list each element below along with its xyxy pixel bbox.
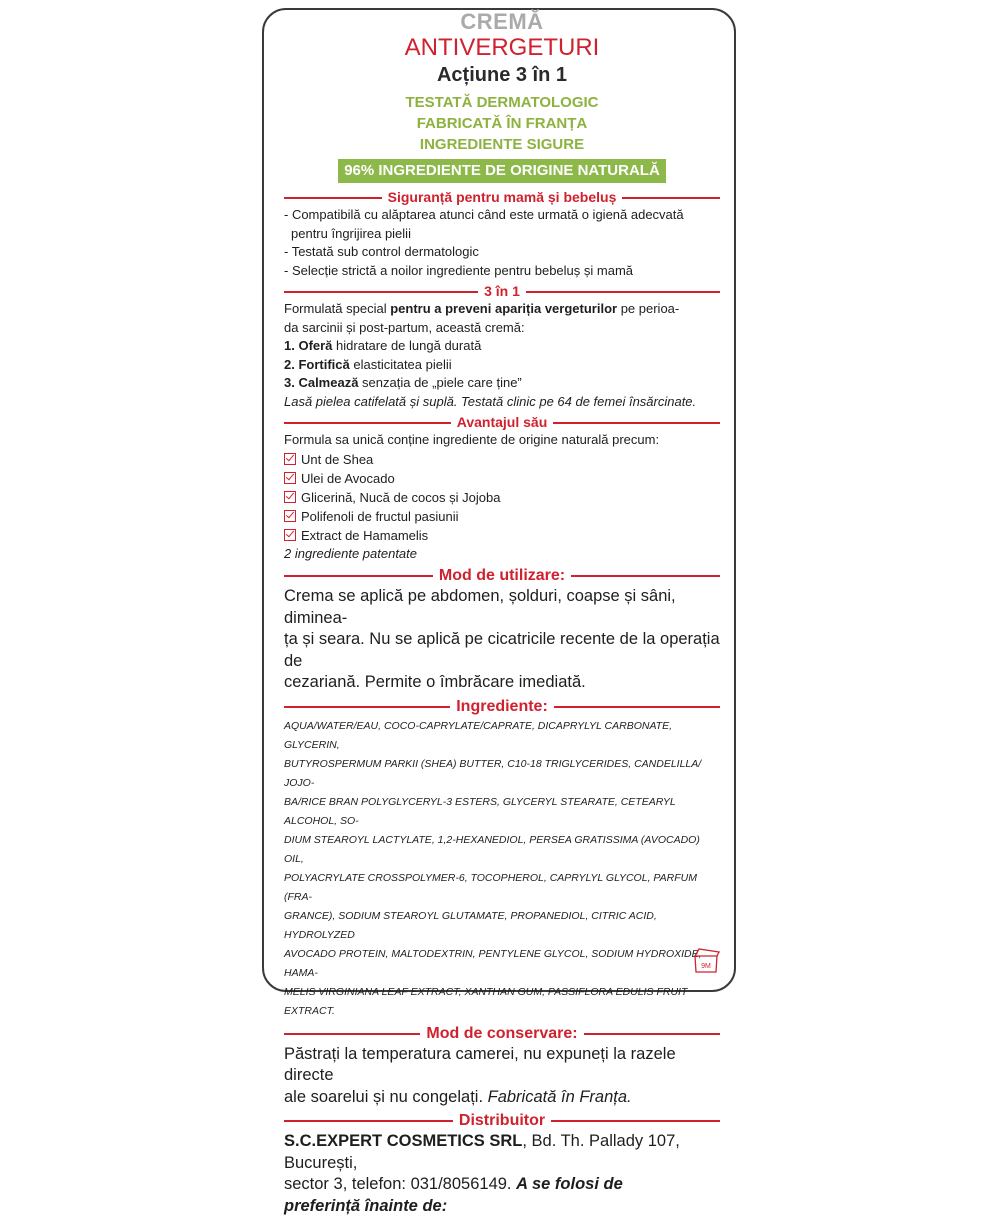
checkbox-icon xyxy=(284,472,296,484)
section-safety-heading: Siguranță pentru mamă și bebeluș xyxy=(284,189,720,206)
section-usage-heading: Mod de utilizare: xyxy=(284,566,720,586)
title-line1: CREMĂ xyxy=(284,10,720,34)
section-3in1-heading: 3 în 1 xyxy=(284,283,720,300)
checkbox-icon xyxy=(284,453,296,465)
storage-line-1: Păstrați la temperatura camerei, nu expuneți la razele directe xyxy=(284,1044,720,1087)
safety-line-1: - Compatibilă cu alăptarea atunci când este urmată o igienă adecvată xyxy=(284,206,720,225)
usage-line-2: ța și seara. Nu se aplică pe cicatricile recente de la operația de xyxy=(284,629,720,672)
ingredients-line: GRANCE), SODIUM STEAROYL GLUTAMATE, PROPANEDIOL, CITRIC ACID, HYDROLYZED xyxy=(284,907,720,945)
patented-note: 2 ingrediente patentate xyxy=(284,545,720,564)
checkbox-icon xyxy=(284,529,296,541)
safety-line-3: - Testată sub control dermatologic xyxy=(284,243,720,262)
pao-label: 9M xyxy=(701,963,711,970)
three-point-3: 3. Calmează senzația de „piele care ține” xyxy=(284,374,720,393)
ingredients-line: MELIS VIRGINIANA LEAF EXTRACT, XANTHAN GUM, PASSIFLORA EDULIS FRUIT EXTRACT. xyxy=(284,983,720,1021)
storage-line-2: ale soarelui și nu congelați. Fabricată în Franța. xyxy=(284,1087,720,1109)
advantage-item: Extract de Hamamelis xyxy=(284,526,720,545)
three-intro-2: da sarcinii și post-partum, această cremă: xyxy=(284,319,720,338)
label-content xyxy=(284,10,720,1217)
advantage-item: Ulei de Avocado xyxy=(284,469,720,488)
distributor-line-1: S.C.EXPERT COSMETICS SRL, Bd. Th. Pallady 107, București, xyxy=(284,1131,720,1174)
checkbox-icon xyxy=(284,491,296,503)
three-point-1: 1. Oferă hidratare de lungă durată xyxy=(284,337,720,356)
advantage-item: Unt de Shea xyxy=(284,450,720,469)
advantage-item: Glicerină, Nucă de cocos și Jojoba xyxy=(284,488,720,507)
ingredients-line: BA/RICE BRAN POLYGLYCERYL-3 ESTERS, GLYCERYL STEARATE, CETEARYL ALCOHOL, SO- xyxy=(284,793,720,831)
three-point-2: 2. Fortifică elasticitatea pielii xyxy=(284,356,720,375)
usage-line-1: Crema se aplică pe abdomen, șolduri, coapse și sâni, diminea- xyxy=(284,586,720,629)
period-after-opening-icon xyxy=(692,946,720,974)
ingredients-line: BUTYROSPERMUM PARKII (SHEA) BUTTER, C10-18 TRIGLYCERIDES, CANDELILLA/ JOJO- xyxy=(284,755,720,793)
advantage-item: Polifenoli de fructul pasiunii xyxy=(284,507,720,526)
claim-dermatologic: TESTATĂ DERMATOLOGIC xyxy=(284,92,720,113)
section-ingredients-heading: Ingrediente: xyxy=(284,697,720,717)
ingredients-line: AQUA/WATER/EAU, COCO-CAPRYLATE/CAPRATE, DICAPRYLYL CARBONATE, GLYCERIN, xyxy=(284,717,720,755)
three-intro: Formulată special pentru a preveni apariția vergeturilor pe perioa- xyxy=(284,300,720,319)
ingredients-line: POLYACRYLATE CROSSPOLYMER-6, TOCOPHEROL, CAPRYLYL GLYCOL, PARFUM (FRA- xyxy=(284,869,720,907)
section-storage-heading: Mod de conservare: xyxy=(284,1024,720,1044)
distributor-line-2: sector 3, telefon: 031/8056149. A se folosi de xyxy=(284,1174,720,1196)
section-advantage-heading: Avantajul său xyxy=(284,414,720,431)
ingredients-line: DIUM STEAROYL LACTYLATE, 1,2-HEXANEDIOL, PERSEA GRATISSIMA (AVOCADO) OIL, xyxy=(284,831,720,869)
claim-safe-ingredients: INGREDIENTE SIGURE xyxy=(284,134,720,155)
title-line2: ANTIVERGETURI xyxy=(284,34,720,62)
distributor-line-3: preferință înainte de: xyxy=(284,1196,720,1217)
natural-origin-badge: 96% INGREDIENTE DE ORIGINE NATURALĂ xyxy=(338,159,666,183)
ingredients-line: AVOCADO PROTEIN, MALTODEXTRIN, PENTYLENE GLYCOL, SODIUM HYDROXIDE, HAMA- xyxy=(284,945,720,983)
safety-line-4: - Selecție strictă a noilor ingrediente pentru bebeluș și mamă xyxy=(284,262,720,281)
advantage-intro: Formula sa unică conține ingrediente de origine naturală precum: xyxy=(284,431,720,450)
usage-line-3: cezariană. Permite o îmbrăcare imediată. xyxy=(284,672,720,694)
title-line3: Acțiune 3 în 1 xyxy=(284,62,720,88)
section-distributor-heading: Distribuitor xyxy=(284,1111,720,1131)
claim-made-in-france: FABRICATĂ ÎN FRANȚA xyxy=(284,113,720,134)
safety-line-2: pentru îngrijirea pielii xyxy=(284,225,720,244)
three-note: Lasă pielea catifelată și suplă. Testată clinic pe 64 de femei însărcinate. xyxy=(284,393,720,412)
checkbox-icon xyxy=(284,510,296,522)
